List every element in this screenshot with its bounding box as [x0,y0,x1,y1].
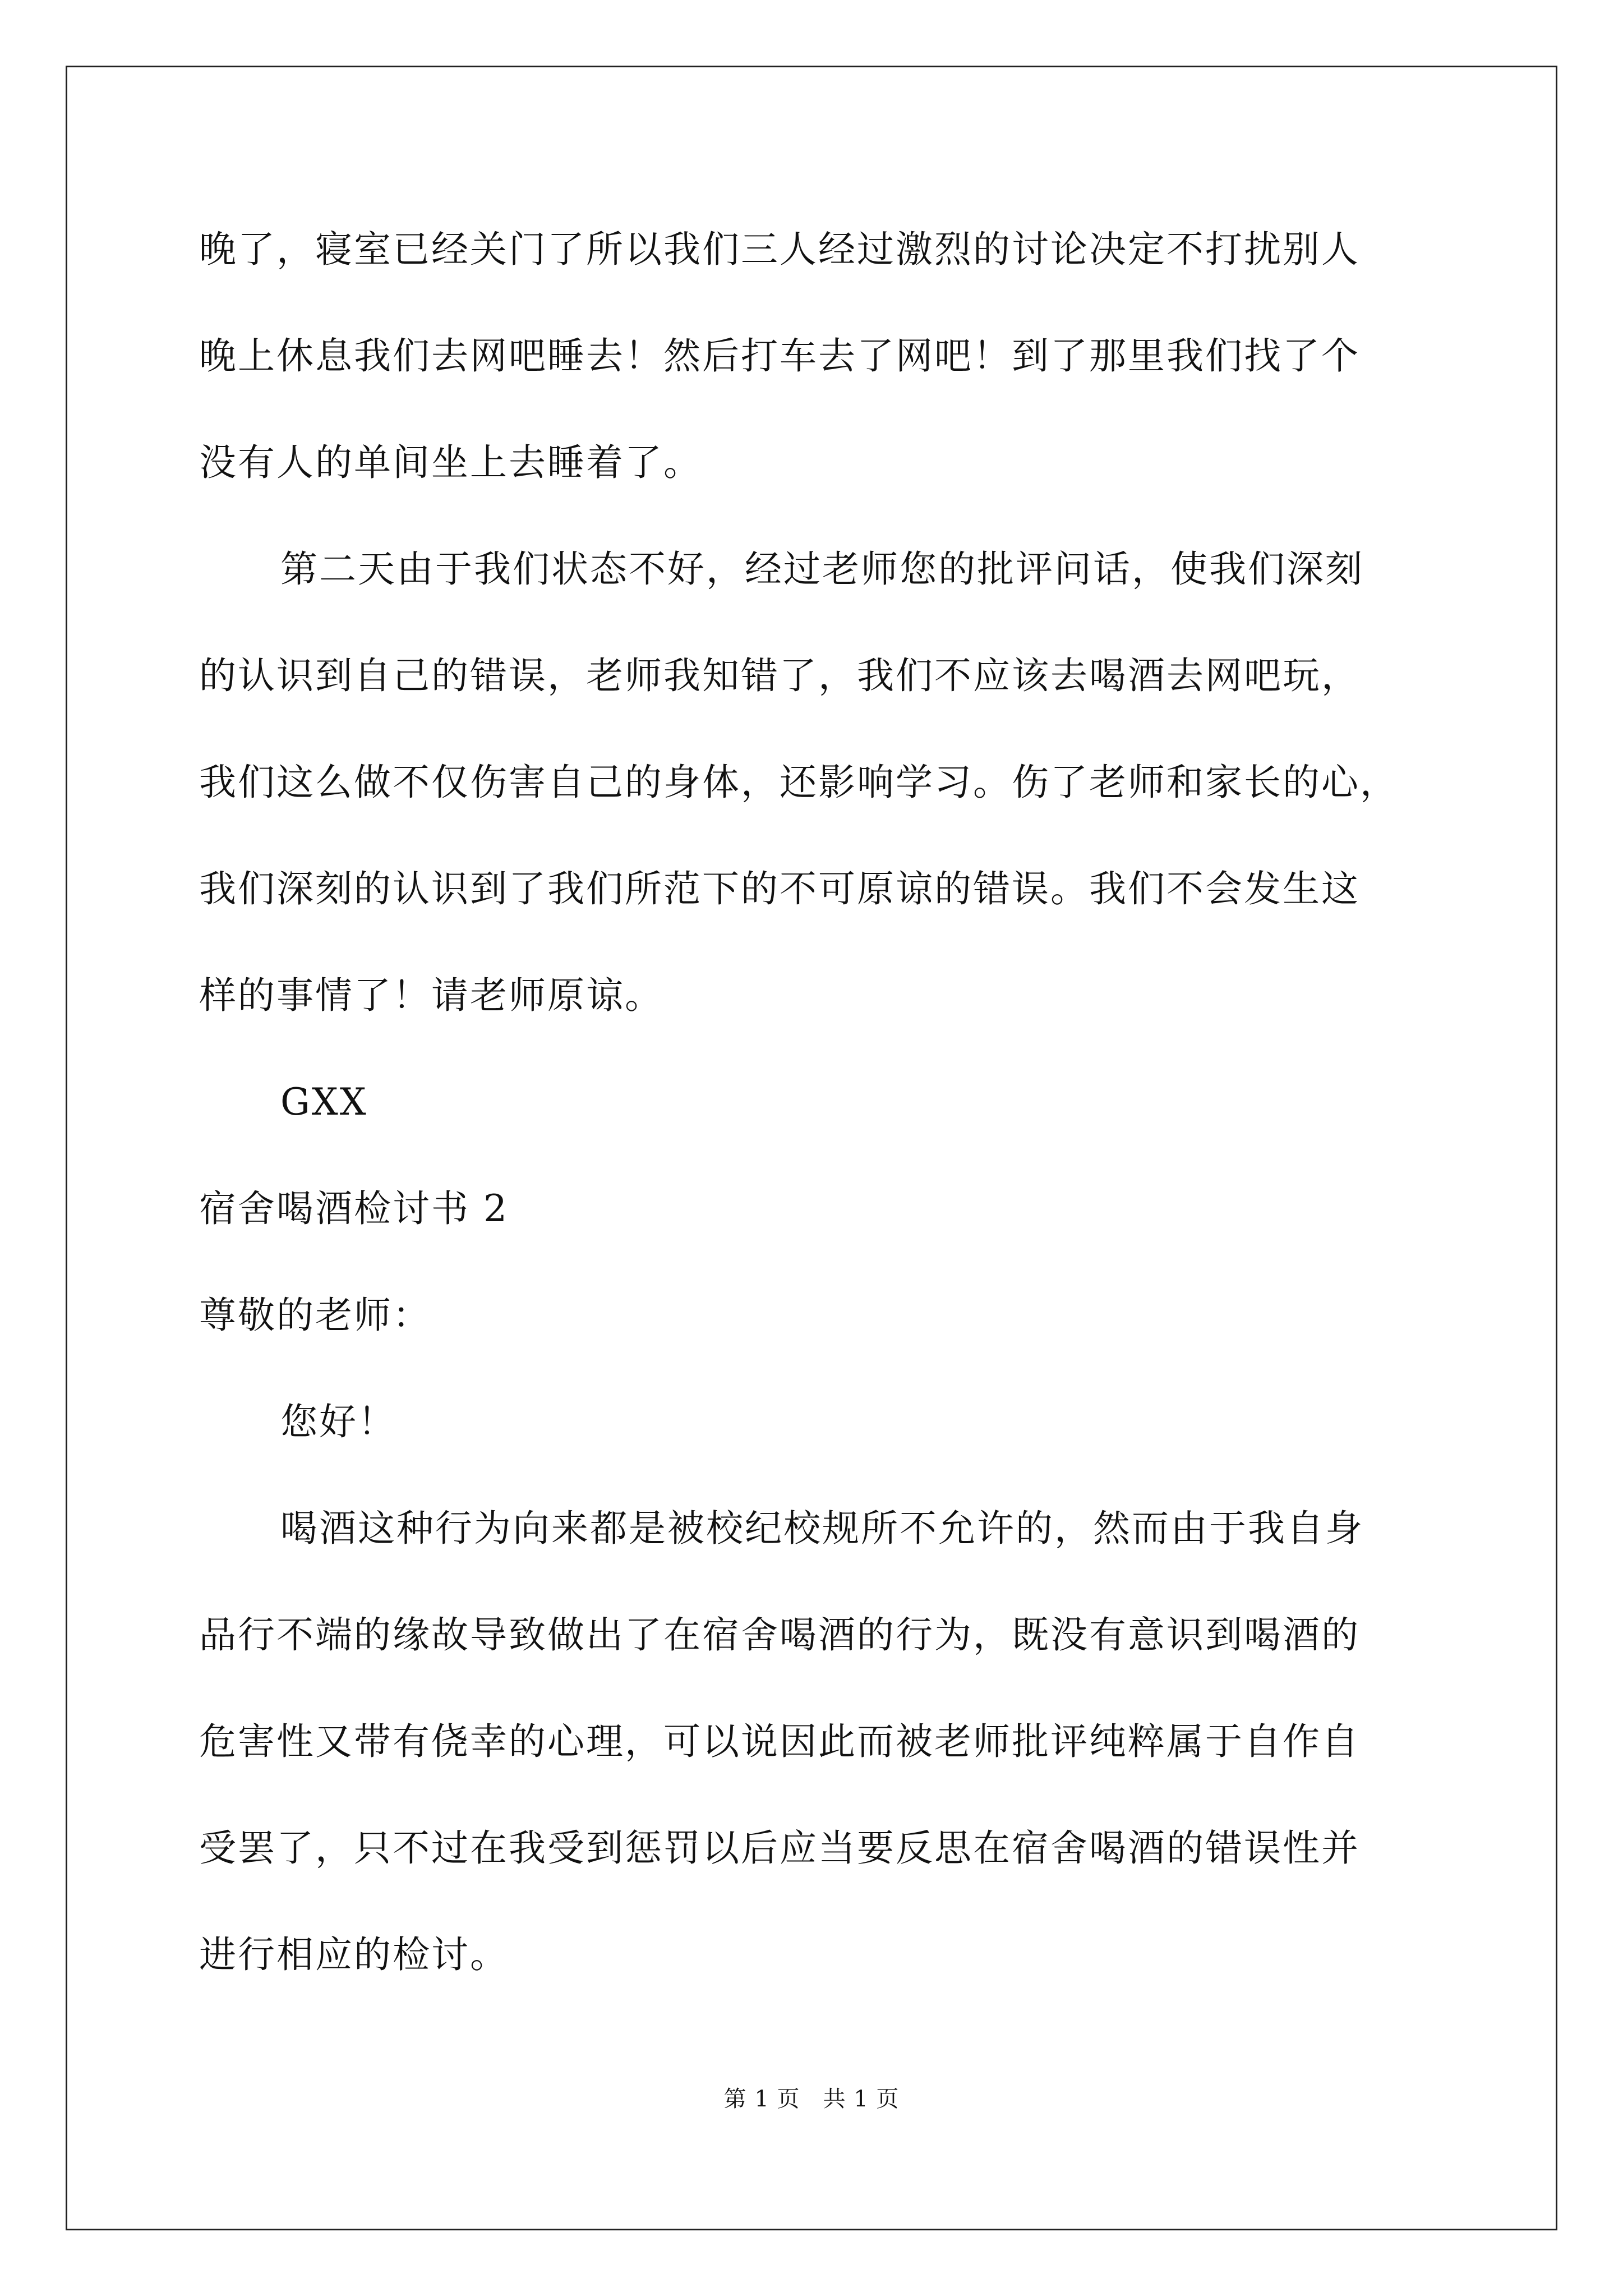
body-text-line: 进行相应的检讨。 [199,1933,509,1976]
section-title: 宿舍喝酒检讨书 2 [199,1187,509,1230]
body-text-line: 的认识到自己的错误，老师我知错了，我们不应该去喝酒去网吧玩， [199,654,1360,697]
paragraph-first-line: 喝酒这种行为向来都是被校纪校规所不允许的，然而由于我自身 [280,1507,1364,1550]
body-text-line: 样的事情了！请老师原谅。 [199,974,663,1017]
page-number: 第 1 页 共 1 页 [723,2086,900,2112]
page-border [66,66,1557,2230]
salutation: 尊敬的老师： [199,1294,431,1337]
body-text-line: 我们这么做不仅伤害自己的身体，还影响学习。伤了老师和家长的心， [199,761,1399,804]
body-text-line: 我们深刻的认识到了我们所范下的不可原谅的错误。我们不会发生这 [199,867,1360,910]
greeting: 您好！ [280,1400,396,1443]
body-text-line: 受罢了，只不过在我受到惩罚以后应当要反思在宿舍喝酒的错误性并 [199,1826,1360,1870]
body-text-line: 危害性又带有侥幸的心理，可以说因此而被老师批评纯粹属于自作自 [199,1720,1360,1763]
paragraph-first-line: 第二天由于我们状态不好，经过老师您的批评问话，使我们深刻 [280,547,1364,591]
signature: GXX [280,1080,368,1124]
body-text-line: 晚上休息我们去网吧睡去！然后打车去了网吧！到了那里我们找了个 [199,334,1360,378]
body-text-line: 没有人的单间坐上去睡着了。 [199,441,702,484]
body-text-line: 晚了，寝室已经关门了所以我们三人经过激烈的讨论决定不打扰别人 [199,228,1360,271]
body-text-line: 品行不端的缘故导致做出了在宿舍喝酒的行为，既没有意识到喝酒的 [199,1613,1360,1657]
